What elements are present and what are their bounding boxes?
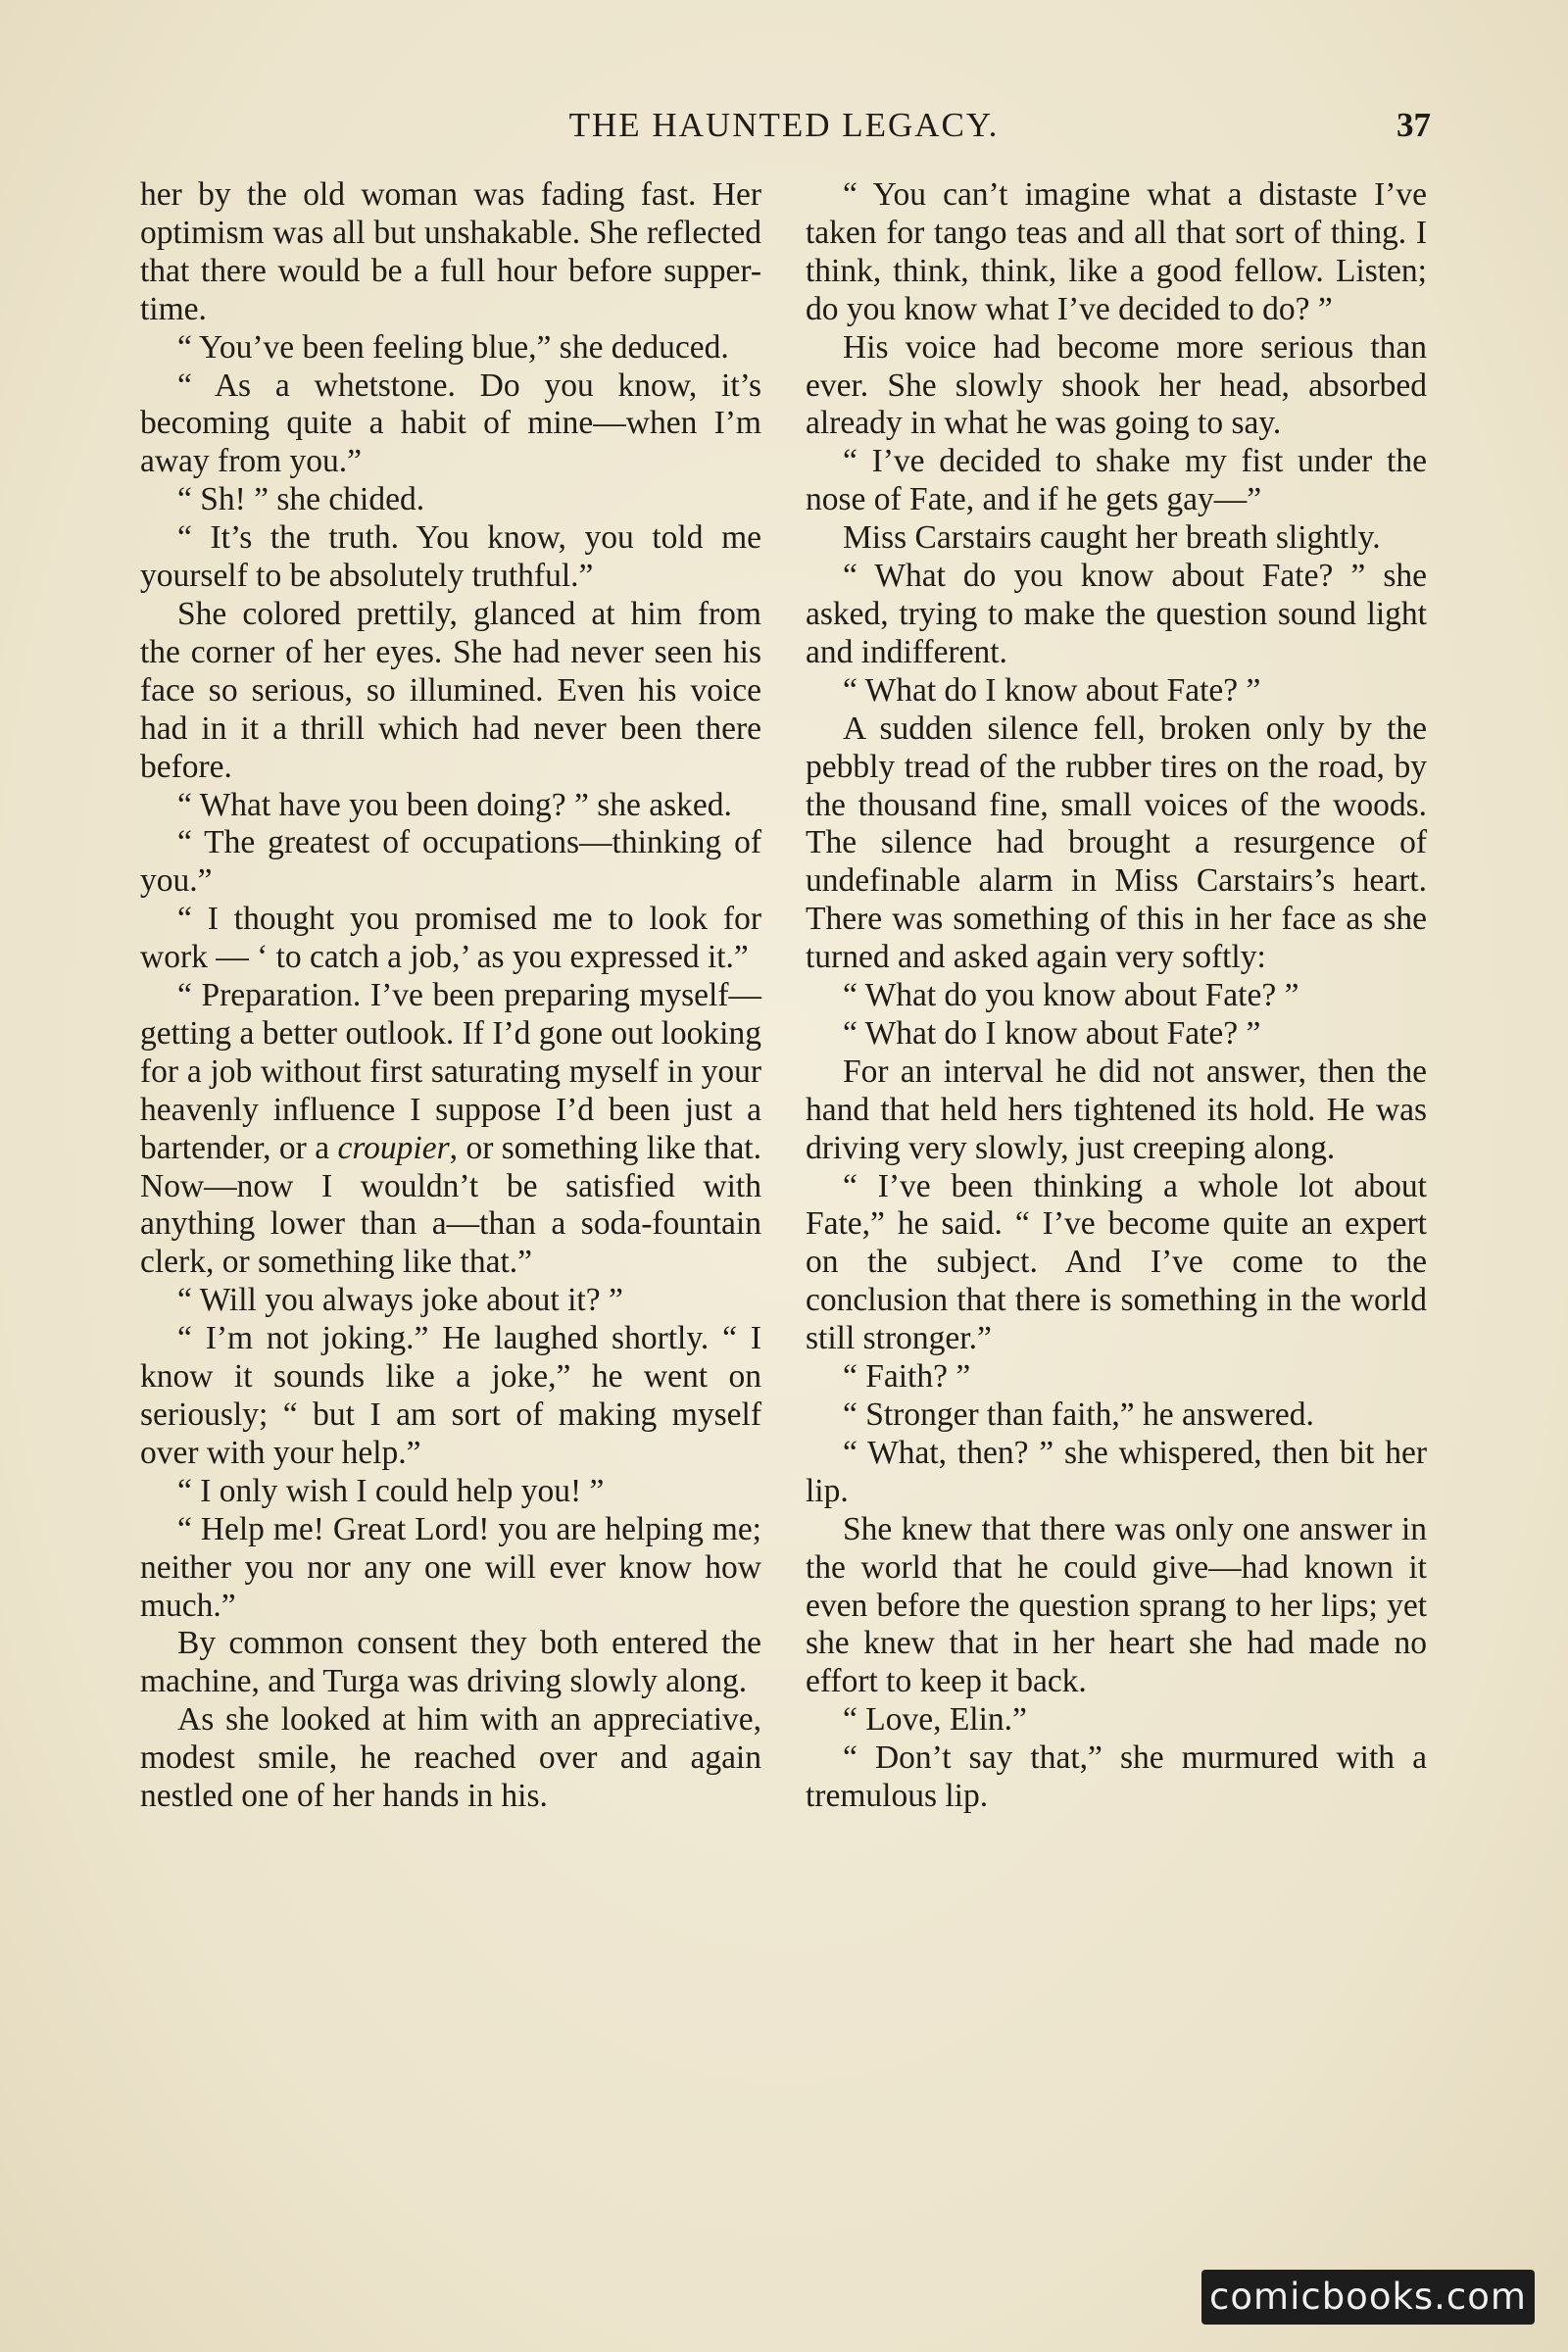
paragraph: “ The greatest of occupations—thinking of you.” [140,824,761,900]
running-title: THE HAUNTED LEGACY. [568,106,1000,144]
paragraph: “ It’s the truth. You know, you told me yourself to be absolutely truthful.” [140,519,761,595]
paragraph: “ Love, Elin.” [843,1701,1027,1739]
paragraph: “ Help me! Great Lord! you are helping me; neither you nor any one will ever know how much.” [140,1510,761,1624]
paragraph: “ What do you know about Fate? ” [843,977,1299,1014]
paragraph: “ I’ve been thinking a whole lot about Fate,” he said. “ I’ve become quite an expert on the subject. And I’ve come to the conclusion that there is something in the world still stronger.” [806,1167,1427,1357]
page-number: 37 [1396,106,1431,144]
page-header [137,106,1431,155]
left-column [140,176,761,1816]
paragraph: “ You can’t imagine what a distaste I’ve taken for tango teas and all that sort of thing. I think, think, think, like a good fellow. Listen; do you know what I’ve decided to do? ” [806,176,1427,327]
paragraph: “ Preparation. I’ve been preparing myself—getting a better outlook. If I’d gone out looking for a job without first saturating myself in your heavenly influence I suppose I’d been just a bartender, or a croupier, or something like that. Now—now I wouldn’t be satisfied with anything lower than a—than a soda-fountain clerk, or something like that.” [140,977,761,1281]
paragraph: “ What do I know about Fate? ” [843,1014,1261,1052]
paragraph: “ I only wish I could help you! ” [177,1472,605,1509]
paragraph: “ Will you always joke about it? ” [177,1282,623,1319]
paragraph: “ What have you been doing? ” she asked. [177,786,732,823]
paragraph: She knew that there was only one answer in the world that he could give—had known it even before the question sprang to her lips; yet she knew that in her heart she had made no effort to keep it back. [806,1510,1427,1700]
paragraph: “ What do I know about Fate? ” [843,671,1261,709]
paragraph: As she looked at him with an appreciative, modest smile, he reached over and again nestled one of her hands in his. [140,1701,761,1815]
paragraph: “ As a whetstone. Do you know, it’s becoming quite a habit of mine—when I’m away from you.” [140,367,761,480]
paragraph: “ Stronger than faith,” he answered. [843,1396,1314,1433]
paragraph: By common consent they both entered the machine, and Turga was driving slowly along. [140,1625,761,1700]
paragraph: “ You’ve been feeling blue,” she deduced. [177,328,729,366]
paragraph: A sudden silence fell, broken only by the pebbly tread of the rubber tires on the road, by the thousand fine, small voices of the woods. The silence had brought a resurgence of undefinable alarm in Miss Carstairs’s heart. There was something of this in her face as she turned and asked again very softly: [806,710,1427,976]
paragraph: her by the old woman was fading fast. Her optimism was all but unshakable. She reflected that there would be a full hour before supper-time. [140,176,761,327]
paragraph: She colored prettily, glanced at him from the corner of her eyes. She had never seen his face so serious, so illumined. Even his voice had in it a thrill which had never been there before. [140,595,761,785]
paragraph: Miss Carstairs caught her breath slightly. [843,519,1381,557]
paragraph: “ Sh! ” she chided. [177,481,425,518]
right-column [806,176,1427,1816]
paragraph: “ I’m not joking.” He laughed shortly. “ I know it sounds like a joke,” he went on seriously; “ but I am sort of making myself over with your help.” [140,1320,761,1471]
paragraph: “ What do you know about Fate? ” she asked, trying to make the question sound light and indifferent. [806,558,1427,670]
paragraph: “ I thought you promised me to look for work — ‘ to catch a job,’ as you expressed it.” [140,901,761,976]
paragraph: “ I’ve decided to shake my fist under the nose of Fate, and if he gets gay—” [806,443,1427,518]
paragraph: “ Faith? ” [843,1358,971,1396]
paragraph: “ Don’t say that,” she murmured with a tremulous lip. [806,1740,1427,1815]
paragraph: His voice had become more serious than ever. She slowly shook her head, absorbed already in what he was going to say. [806,328,1427,442]
paragraph: For an interval he did not answer, then the hand that held hers tightened its hold. He was driving very slowly, just creeping along. [806,1053,1427,1166]
watermark: comicbooks.com [1201,2270,1535,2325]
italic-word: croupier [337,1129,450,1166]
paragraph: “ What, then? ” she whispered, then bit her lip. [806,1434,1427,1509]
